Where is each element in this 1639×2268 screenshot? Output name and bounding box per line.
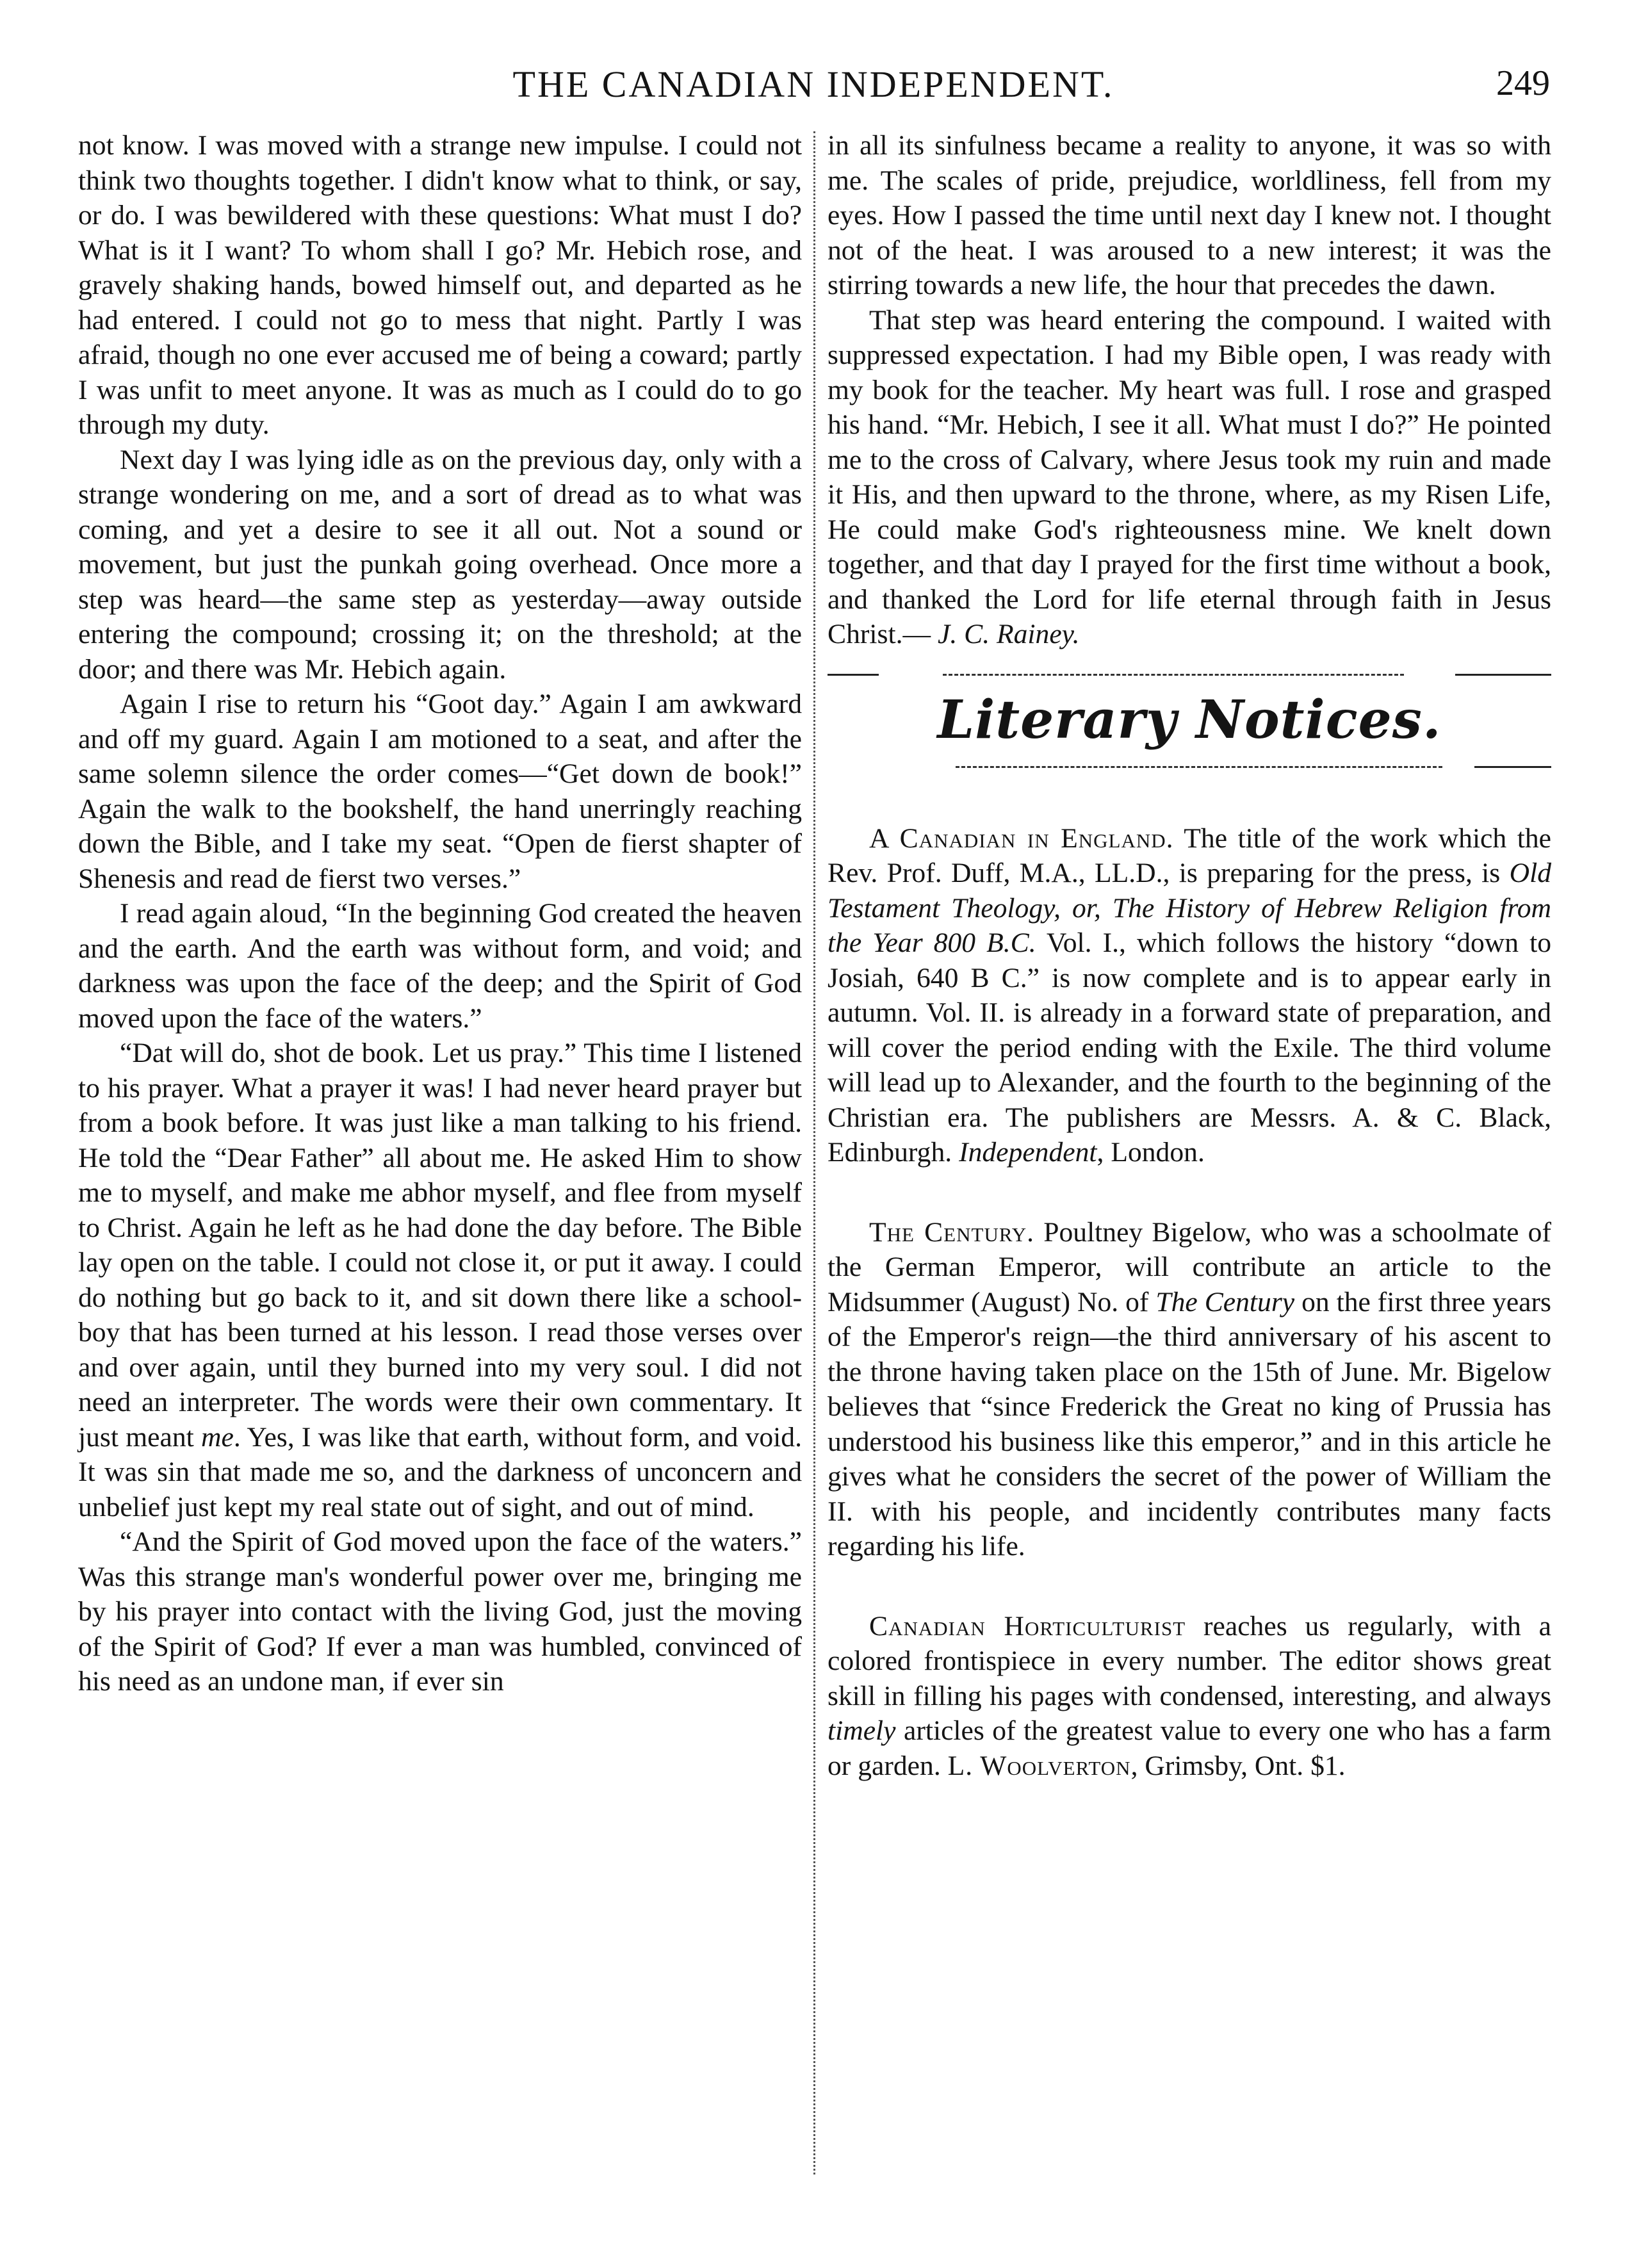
left-paragraph-1: not know. I was moved with a strange new impulse. I could not think two thoughts together. I didn't know what to think, or say, or do. I was bewildered with these questions: What must I do? What is it I want? To whom shall I go? Mr. Hebich rose, and gravely shaking hands, bowed himself out, and departed as he had entered. I could not go to mess that night. Partly I was afraid, though no one ever accused me of being a coward; partly I was unfit to meet anyone. It was as much as I could do to go through my duty.: [78, 130, 802, 440]
left-paragraph-3: Again I rise to return his “Goot day.” Again I am awkward and off my guard. Again I am motioned to a seat, and after the same solemn silence the order comes—“Get down de book!” Again the walk to the bookshelf, the hand unerringly reaching down the Bible, and I take my seat. “Open de fierst shapter of Shenesis and read de fierst two verses.”: [78, 689, 802, 894]
notice-2-text-a: Poultney Bigelow, who was a schoolmate of the German Emperor, will contribute an article to the Midsummer (August) No. of: [828, 1216, 1551, 1318]
notice-canadian-horticulturist: [828, 1609, 1551, 1784]
notice-3-lead: Canadian Horticulturist: [869, 1610, 1186, 1642]
column-divider: [813, 131, 815, 2174]
notice-canadian-in-england: [828, 821, 1551, 1170]
right-paragraph-1: in all its sinfulness became a reality to anyone, it was so with me. The scales of pride, prejudice, worldliness, fell from my eyes. How I passed the time until next day I knew not. I thought not of the heat. I was aroused to a new interest; it was the stirring towards a new life, the hour that precedes the dawn.: [828, 130, 1551, 300]
left-column: [78, 128, 802, 1699]
bottom-rule: [828, 757, 1551, 776]
notice-1-text-b: Vol. I., which follows the history “down to Josiah, 640 B C.” is now complete and is to appear early in autumn. Vol. II. is already in a forward state of preparation, and will cover the period ending with the Exile. The third volume will lead up to Alexander, and the fourth to the beginning of the Christian era. The publishers are Messrs. A. & C. Black, Edinburgh.: [828, 927, 1551, 1168]
top-rule: [828, 665, 1551, 684]
page-header: [77, 51, 1550, 122]
right-paragraph-2-text: That step was heard entering the compound. I waited with suppressed expectation. I had my Bible open, I was ready with my book for the teacher. My heart was full. I rose and grasped his hand. “Mr. Hebich, I see it all. What must I do?” He pointed me to the cross of Calvary, where Jesus took my ruin and made it His, and then upward to the throne, where, as my Risen Life, He could make God's righteousness mine. We knelt down together, and that day I prayed for the first time without a book, and thanked the Lord for life eternal through faith in Jesus Christ.—: [828, 304, 1551, 649]
notice-2-magazine-title: The Century: [1155, 1286, 1295, 1318]
notice-3-text-b: articles of the greatest value to every one who has a farm or garden.: [828, 1715, 1551, 1781]
notice-2-text-b: on the first three years of the Emperor's reign—the third anniversary of his ascent to the throne having taken place on the 15th of June. Mr. Bigelow believes that “since Frederick the Great no king of Prussia has understood his business like this emperor,” and in this article he gives what he considers the secret of the power of William the II. with his people, and incidently contributes many facts regarding his life.: [828, 1286, 1552, 1562]
left-paragraph-4: I read again aloud, “In the beginning God created the heaven and the earth. And the earth was without form, and void; and darkness was upon the face of the deep; and the Spirit of God moved upon the face of the waters.”: [78, 898, 802, 1034]
notice-1-lead: A Canadian in England.: [869, 822, 1174, 854]
notice-1-text-a: The title of the work which the Rev. Prof. Duff, M.A., LL.D., is preparing for the press, is: [828, 822, 1551, 888]
right-paragraph-2: [828, 303, 1551, 652]
left-paragraph-5-text-b: . Yes, I was like that earth, without form, and void. It was sin that made me so, and the darkness of unconcern and unbelief just kept my real state out of sight, and out of mind.: [78, 1421, 802, 1522]
left-paragraph-2: Next day I was lying idle as on the previous day, only with a strange wondering on me, and a sort of dread as to what was coming, and yet a desire to see it all out. Not a sound or movement, but just the punkah going overhead. Once more a step was heard—the same step as yesterday—away outside entering the compound; crossing it; on the threshold; at the door; and there was Mr. Hebich again.: [78, 444, 802, 685]
left-paragraph-5: [78, 1036, 802, 1524]
left-paragraph-5-emphasis: me: [200, 1421, 234, 1453]
page-number: 249: [1496, 63, 1550, 103]
publication-title: THE CANADIAN INDEPENDENT.: [512, 63, 1114, 105]
section-title: Literary Notices.: [937, 689, 1442, 751]
notice-the-century: [828, 1215, 1551, 1564]
notice-1-text-c: , London.: [1097, 1137, 1205, 1168]
notice-2-lead: The Century.: [869, 1216, 1035, 1248]
left-paragraph-6: “And the Spirit of God moved upon the face of the waters.” Was this strange man's wonderful power over me, bringing me by his prayer into contact with the living God, just the moving of the Spirit of God? If ever a man was humbled, convinced of his need as an undone man, if ever sin: [78, 1526, 802, 1697]
left-paragraph-5-text-a: “Dat will do, shot de book. Let us pray.” This time I listened to his prayer. What a prayer it was! I had never heard prayer but from a book before. It was just like a man talking to his friend. He told the “Dear Father” all about me. He asked Him to show me to myself, and make me abhor myself, and flee from myself to Christ. Again he left as he had done the day before. The Bible lay open on the table. I could not close it, or put it away. I could do nothing but go back to it, and sit down there like a school-boy that has been turned at his lesson. I read those verses over and over again, until they burned into my very soul. I did not need an interpreter. The words were their own commentary. It just meant: [78, 1038, 802, 1453]
notice-3-emphasis: timely: [828, 1715, 896, 1746]
right-column: [828, 128, 1551, 1783]
notice-1-book-title: Old Testament Theology, or, The History of Hebrew Religion from the Year 800 B.C.: [828, 858, 1551, 958]
notice-3-text-a: reaches us regularly, with a colored frontispiece in every number. The editor shows great skill in filling his pages with condensed, interesting, and always: [828, 1610, 1551, 1711]
author-signature: J. C. Rainey.: [937, 619, 1080, 649]
notice-3-text-c: , Grimsby, Ont. $1.: [1130, 1750, 1346, 1781]
notice-3-publisher: L. Woolverton: [947, 1750, 1131, 1781]
notice-1-source: Independent: [959, 1137, 1097, 1168]
